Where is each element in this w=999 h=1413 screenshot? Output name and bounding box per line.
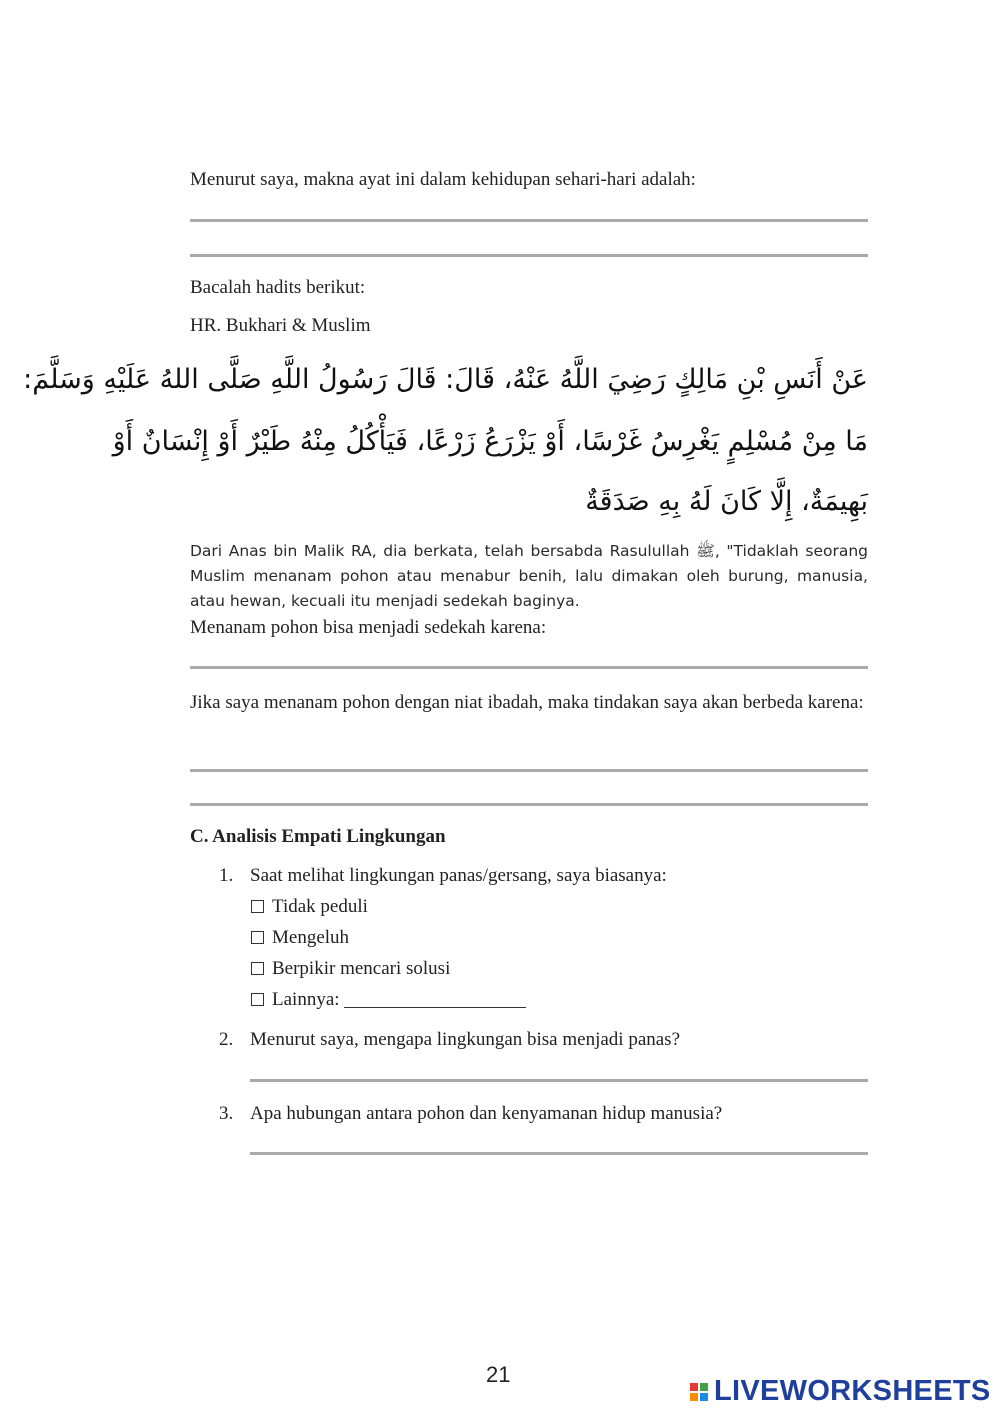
option-row [251,927,349,949]
option-label: Berpikir mencari solusi [272,958,451,979]
answer-line-2[interactable] [190,254,868,257]
section-c-heading: C. Analisis Empati Lingkungan [190,826,446,847]
answer-line-q2[interactable] [250,1079,868,1082]
hadith-translation: Dari Anas bin Malik RA, dia berkata, telah bersabda Rasulullah ﷺ, "Tidaklah seorang Muslim menanam pohon atau menabur benih, lalu dimakan oleh burung, manusia, atau hewan, kecuali itu menjadi sedekah baginya. [190,542,868,610]
logo-icon [690,1383,708,1401]
brand-logo[interactable] [690,1375,991,1408]
option-row [251,989,526,1011]
checkbox[interactable] [251,993,264,1006]
answer-line-q3[interactable] [250,1152,868,1155]
option-row [251,958,450,980]
page-number: 21 [486,1362,511,1387]
prompt-intention: Jika saya menanam pohon dengan niat ibadah, maka tindakan saya akan berbeda karena: [190,692,864,713]
option-label: Mengeluh [272,927,350,948]
checkbox[interactable] [251,900,264,913]
q1-number: 1. [219,865,234,886]
arabic-line-3: بَهِيمَةٌ، إِلَّا كَانَ لَهُ بِهِ صَدَقَةٌ [585,486,868,517]
option-label: Lainnya: [272,989,340,1010]
arabic-line-2: مَا مِنْ مُسْلِمٍ يَغْرِسُ غَرْسًا، أَوْ يَزْرَعُ زَرْعًا، فَيَأْكُلُ مِنْهُ طَيْرٌ أَوْ إِنْسَانٌ أَوْ [112,426,868,457]
read-hadith-label: Bacalah hadits berikut: [190,277,366,298]
q3-text: Apa hubungan antara pohon dan kenyamanan hidup manusia? [250,1103,723,1124]
prompt-meaning: Menurut saya, makna ayat ini dalam kehidupan sehari-hari adalah: [190,169,696,190]
prompt-charity: Menanam pohon bisa menjadi sedekah karena: [190,617,547,638]
answer-line-3[interactable] [190,666,868,669]
q2-text: Menurut saya, mengapa lingkungan bisa menjadi panas? [250,1029,681,1050]
q2-number: 2. [219,1029,234,1050]
other-blank[interactable] [344,989,526,1008]
option-row [251,896,368,918]
hadith-source: HR. Bukhari & Muslim [190,315,371,336]
answer-line-5[interactable] [190,803,868,806]
checkbox[interactable] [251,962,264,975]
q3-number: 3. [219,1103,234,1124]
answer-line-4[interactable] [190,769,868,772]
q1-text: Saat melihat lingkungan panas/gersang, saya biasanya: [250,865,667,886]
brand-name: LIVEWORKSHEETS [714,1375,991,1407]
answer-line-1[interactable] [190,219,868,222]
checkbox[interactable] [251,931,264,944]
option-label: Tidak peduli [272,896,368,917]
arabic-line-1: عَنْ أَنَسِ بْنِ مَالِكٍ رَضِيَ اللَّهُ عَنْهُ، قَالَ: قَالَ رَسُولُ اللَّهِ صَلَّى اللهُ عَلَيْهِ وَسَلَّمَ: [23,364,868,395]
